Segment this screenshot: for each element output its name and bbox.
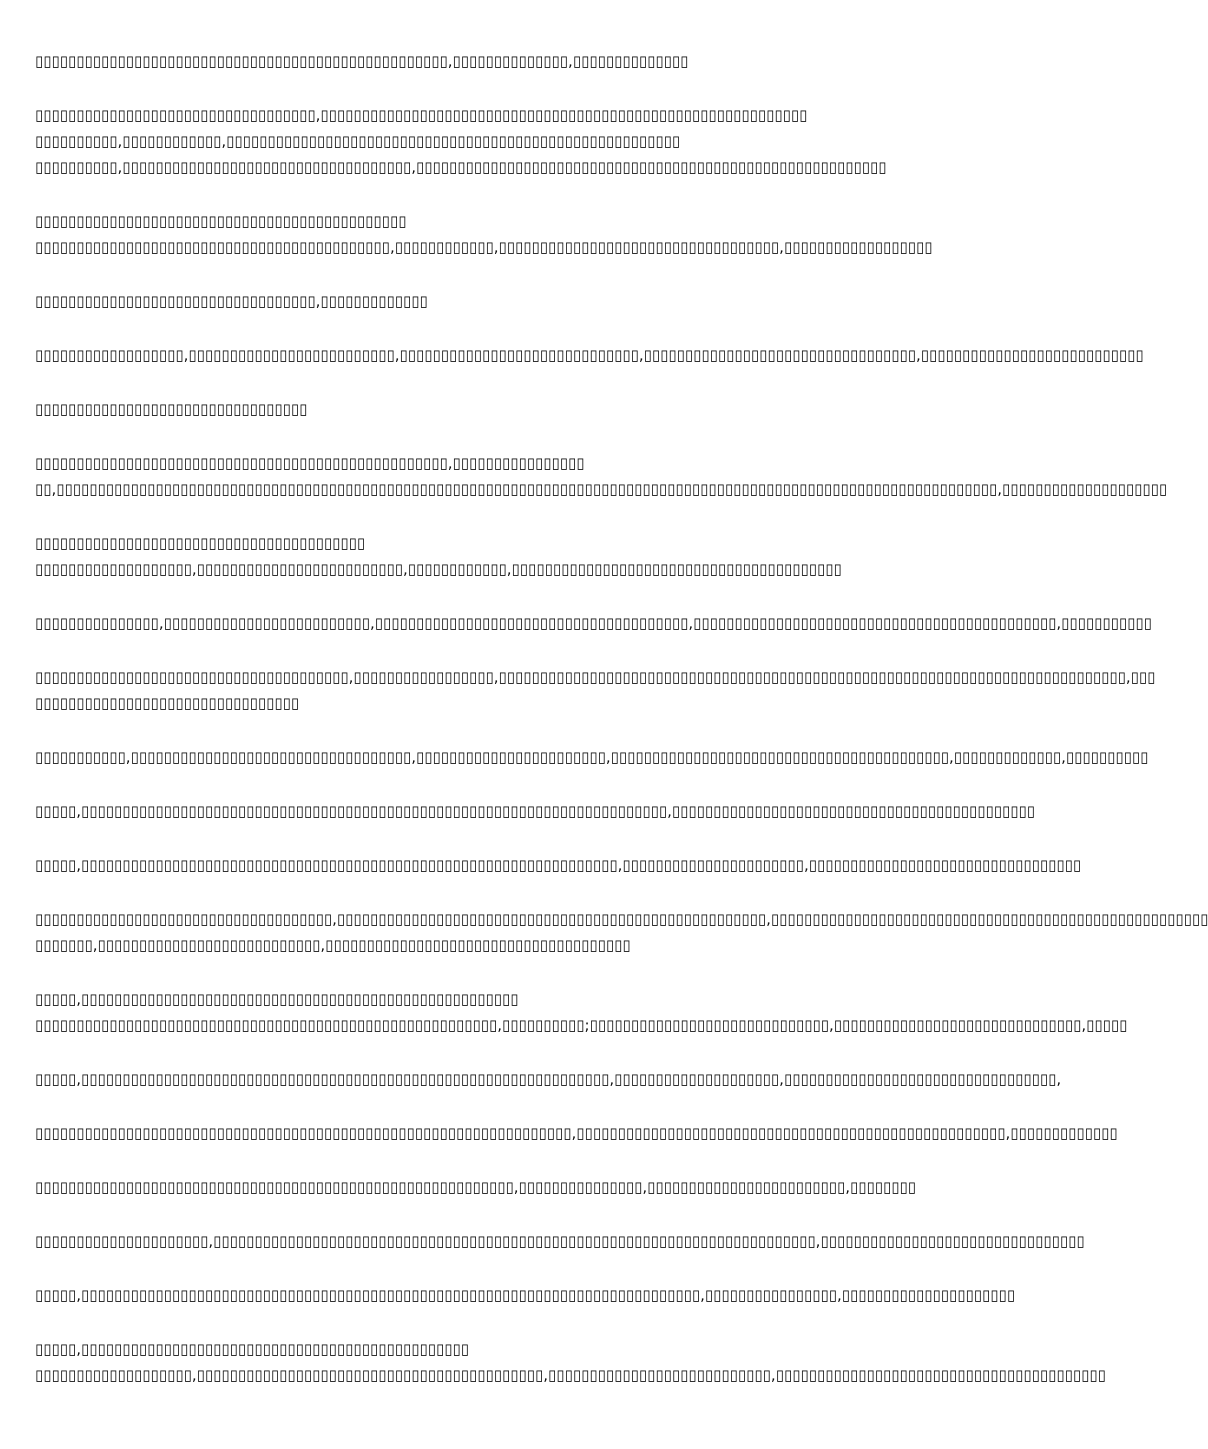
text-line: ▯▯▯▯▯▯▯▯▯▯▯▯▯▯▯▯▯▯▯▯▯▯▯▯▯▯▯▯▯▯▯▯▯▯▯▯,▯▯▯▯▯▯▯▯▯▯▯▯▯▯▯▯▯▯▯▯▯▯▯▯▯▯▯▯▯▯▯▯▯▯▯▯▯▯▯▯▯▯▯▯▯▯▯▯▯▯▯▯,▯▯▯▯▯▯▯▯▯▯▯▯▯▯▯▯▯▯▯▯▯▯▯▯▯▯▯▯▯▯▯▯▯▯▯▯▯▯▯▯▯▯▯▯▯▯▯▯▯▯▯▯▯	[35, 910, 1208, 928]
paragraph	[35, 1174, 990, 1200]
text-line: ▯▯▯▯▯▯▯▯▯▯▯▯▯▯▯▯▯▯,▯▯▯▯▯▯▯▯▯▯▯▯▯▯▯▯▯▯▯▯▯▯▯▯▯,▯▯▯▯▯▯▯▯▯▯▯▯▯▯▯▯▯▯▯▯▯▯▯▯▯▯▯▯▯,▯▯▯▯▯▯▯▯▯▯▯▯▯▯▯▯▯▯▯▯▯▯▯▯▯▯▯▯▯▯▯▯▯,▯▯▯▯▯▯▯▯▯▯▯▯▯▯▯▯▯▯▯▯▯▯▯▯▯▯▯	[35, 346, 1144, 364]
text-line: ▯▯▯▯▯▯▯▯▯▯,▯▯▯▯▯▯▯▯▯▯▯▯,▯▯▯▯▯▯▯▯▯▯▯▯▯▯▯▯▯▯▯▯▯▯▯▯▯▯▯▯▯▯▯▯▯▯▯▯▯▯▯▯▯▯▯▯▯▯▯▯▯▯▯▯▯▯▯	[35, 132, 681, 150]
paragraph	[35, 288, 990, 314]
text-line: ▯▯▯▯▯▯▯▯▯▯▯▯▯▯▯▯▯▯▯▯▯▯▯▯▯▯▯▯▯▯▯▯▯▯▯▯▯▯▯▯▯▯▯,▯▯▯▯▯▯▯▯▯▯▯▯,▯▯▯▯▯▯▯▯▯▯▯▯▯▯▯▯▯▯▯▯▯▯▯▯▯▯▯▯▯▯▯▯▯▯,▯▯▯▯▯▯▯▯▯▯▯▯▯▯▯▯▯▯	[35, 238, 933, 256]
text-line: ▯▯▯▯▯▯▯▯▯▯▯▯▯▯▯,▯▯▯▯▯▯▯▯▯▯▯▯▯▯▯▯▯▯▯▯▯▯▯▯▯,▯▯▯▯▯▯▯▯▯▯▯▯▯▯▯▯▯▯▯▯▯▯▯▯▯▯▯▯▯▯▯▯▯▯▯▯▯▯,▯▯▯▯▯▯▯▯▯▯▯▯▯▯▯▯▯▯▯▯▯▯▯▯▯▯▯▯▯▯▯▯▯▯▯▯▯▯▯▯▯▯▯▯,▯▯▯▯▯▯▯▯▯▯▯	[35, 614, 1152, 632]
text-line: ▯▯▯▯▯▯▯▯▯▯▯▯▯▯▯▯▯▯▯▯▯▯▯▯▯▯▯▯▯▯▯▯▯▯▯▯▯▯▯▯▯▯▯▯▯▯▯▯▯▯,▯▯▯▯▯▯▯▯▯▯▯▯▯▯▯▯	[35, 454, 585, 472]
text-line: ▯▯▯▯▯,▯▯▯▯▯▯▯▯▯▯▯▯▯▯▯▯▯▯▯▯▯▯▯▯▯▯▯▯▯▯▯▯▯▯▯▯▯▯▯▯▯▯▯▯▯▯▯▯▯▯▯▯▯▯▯▯▯▯▯▯▯▯▯▯▯,▯▯▯▯▯▯▯▯▯▯▯▯▯▯▯▯▯▯▯▯▯▯,▯▯▯▯▯▯▯▯▯▯▯▯▯▯▯▯▯▯▯▯▯▯▯▯▯▯▯▯▯▯▯▯▯	[35, 856, 1082, 874]
text-line: ▯▯▯▯▯▯▯▯▯▯▯▯▯▯▯▯▯▯▯▯▯▯▯▯▯▯▯▯▯▯▯▯▯▯▯▯▯▯▯▯▯▯▯▯▯▯▯▯▯▯▯▯▯▯▯▯▯▯,▯▯▯▯▯▯▯▯▯▯▯▯▯▯▯,▯▯▯▯▯▯▯▯▯▯▯▯▯▯▯▯▯▯▯▯▯▯▯▯,▯▯▯▯▯▯▯▯	[35, 1178, 917, 1196]
paragraph	[35, 986, 1128, 1038]
paragraph	[35, 1228, 1085, 1254]
paragraph	[35, 102, 990, 180]
paragraph	[35, 852, 1082, 878]
paragraph	[35, 1282, 1016, 1308]
text-line: ▯▯▯▯▯▯▯▯▯▯,▯▯▯▯▯▯▯▯▯▯▯▯▯▯▯▯▯▯▯▯▯▯▯▯▯▯▯▯▯▯▯▯▯▯▯,▯▯▯▯▯▯▯▯▯▯▯▯▯▯▯▯▯▯▯▯▯▯▯▯▯▯▯▯▯▯▯▯▯▯▯▯▯▯▯▯▯▯▯▯▯▯▯▯▯▯▯▯▯▯▯▯▯	[35, 158, 887, 176]
text-line: ▯▯▯▯▯▯▯▯▯▯▯▯▯▯▯▯▯▯▯,▯▯▯▯▯▯▯▯▯▯▯▯▯▯▯▯▯▯▯▯▯▯▯▯▯▯▯▯▯▯▯▯▯▯▯▯▯▯▯▯▯▯,▯▯▯▯▯▯▯▯▯▯▯▯▯▯▯▯▯▯▯▯▯▯▯▯▯▯▯,▯▯▯▯▯▯▯▯▯▯▯▯▯▯▯▯▯▯▯▯▯▯▯▯▯▯▯▯▯▯▯▯▯▯▯▯▯▯▯▯	[35, 1366, 1106, 1384]
text-line: ▯▯▯▯▯,▯▯▯▯▯▯▯▯▯▯▯▯▯▯▯▯▯▯▯▯▯▯▯▯▯▯▯▯▯▯▯▯▯▯▯▯▯▯▯▯▯▯▯▯▯▯▯▯▯▯▯▯▯▯▯▯▯▯▯▯▯▯▯▯,▯▯▯▯▯▯▯▯▯▯▯▯▯▯▯▯▯▯▯▯,▯▯▯▯▯▯▯▯▯▯▯▯▯▯▯▯▯▯▯▯▯▯▯▯▯▯▯▯▯▯▯▯▯,	[35, 1070, 1062, 1088]
paragraph	[35, 744, 1149, 770]
text-line: ▯▯▯▯▯▯▯▯▯▯▯▯▯▯▯▯▯▯▯▯▯▯▯▯▯▯▯▯▯▯▯▯▯▯▯▯▯▯▯▯▯▯▯▯▯▯▯▯▯▯▯▯▯▯▯▯,▯▯▯▯▯▯▯▯▯▯;▯▯▯▯▯▯▯▯▯▯▯▯▯▯▯▯▯▯▯▯▯▯▯▯▯▯▯▯▯,▯▯▯▯▯▯▯▯▯▯▯▯▯▯▯▯▯▯▯▯▯▯▯▯▯▯▯▯▯▯,▯▯▯▯▯	[35, 1016, 1128, 1034]
paragraph	[35, 48, 990, 74]
paragraph	[35, 798, 1036, 824]
paragraph	[35, 396, 990, 422]
text-line: ▯▯▯▯▯▯▯▯▯▯▯▯▯▯▯▯▯▯▯▯▯▯▯▯▯▯▯▯▯▯▯▯▯	[35, 400, 308, 418]
paragraph	[35, 1336, 1106, 1388]
paragraph	[35, 610, 1152, 636]
text-line: ▯▯▯▯▯,▯▯▯▯▯▯▯▯▯▯▯▯▯▯▯▯▯▯▯▯▯▯▯▯▯▯▯▯▯▯▯▯▯▯▯▯▯▯▯▯▯▯▯▯▯▯▯▯▯▯▯▯▯▯▯▯▯▯▯▯▯▯▯▯▯▯▯▯▯▯▯,▯▯▯▯▯▯▯▯▯▯▯▯▯▯▯▯▯▯▯▯▯▯▯▯▯▯▯▯▯▯▯▯▯▯▯▯▯▯▯▯▯▯▯▯	[35, 802, 1036, 820]
paragraph	[35, 1066, 1062, 1092]
text-line: ▯▯▯▯▯▯▯▯▯▯▯▯▯▯▯▯▯▯▯▯▯▯▯▯▯▯▯▯▯▯▯▯▯▯▯▯▯▯▯▯▯▯▯▯▯	[35, 212, 407, 230]
text-line: ▯▯▯▯▯▯▯,▯▯▯▯▯▯▯▯▯▯▯▯▯▯▯▯▯▯▯▯▯▯▯▯▯▯▯,▯▯▯▯▯▯▯▯▯▯▯▯▯▯▯▯▯▯▯▯▯▯▯▯▯▯▯▯▯▯▯▯▯▯▯▯▯	[35, 936, 631, 954]
text-line: ▯▯▯▯▯▯▯▯▯▯▯▯▯▯▯▯▯▯▯▯▯▯▯▯▯▯▯▯▯▯▯▯▯▯,▯▯▯▯▯▯▯▯▯▯▯▯▯▯▯▯▯▯▯▯▯▯▯▯▯▯▯▯▯▯▯▯▯▯▯▯▯▯▯▯▯▯▯▯▯▯▯▯▯▯▯▯▯▯▯▯▯▯▯	[35, 106, 808, 124]
paragraph	[35, 342, 1144, 368]
text-line: ▯▯▯▯▯▯▯▯▯▯▯▯▯▯▯▯▯▯▯▯▯,▯▯▯▯▯▯▯▯▯▯▯▯▯▯▯▯▯▯▯▯▯▯▯▯▯▯▯▯▯▯▯▯▯▯▯▯▯▯▯▯▯▯▯▯▯▯▯▯▯▯▯▯▯▯▯▯▯▯▯▯▯▯▯▯▯▯▯▯▯▯▯▯▯,▯▯▯▯▯▯▯▯▯▯▯▯▯▯▯▯▯▯▯▯▯▯▯▯▯▯▯▯▯▯▯▯	[35, 1232, 1085, 1250]
text-line: ▯▯▯▯▯▯▯▯▯▯▯▯▯▯▯▯▯▯▯▯▯▯▯▯▯▯▯▯▯▯▯▯▯▯,▯▯▯▯▯▯▯▯▯▯▯▯▯	[35, 292, 428, 310]
paragraph	[35, 906, 1208, 958]
text-line: ▯▯▯▯▯▯▯▯▯▯▯▯▯▯▯▯▯▯▯▯▯▯▯▯▯▯▯▯▯▯▯▯▯▯▯▯▯▯▯▯	[35, 534, 366, 552]
text-line: ▯▯▯▯▯▯▯▯▯▯▯▯▯▯▯▯▯▯▯,▯▯▯▯▯▯▯▯▯▯▯▯▯▯▯▯▯▯▯▯▯▯▯▯▯,▯▯▯▯▯▯▯▯▯▯▯▯,▯▯▯▯▯▯▯▯▯▯▯▯▯▯▯▯▯▯▯▯▯▯▯▯▯▯▯▯▯▯▯▯▯▯▯▯▯▯▯▯	[35, 560, 842, 578]
text-line: ▯▯▯▯▯▯▯▯▯▯▯▯▯▯▯▯▯▯▯▯▯▯▯▯▯▯▯▯▯▯▯▯▯▯▯▯▯▯▯▯▯▯▯▯▯▯▯▯▯▯▯▯▯▯▯▯▯▯▯▯▯▯▯▯▯,▯▯▯▯▯▯▯▯▯▯▯▯▯▯▯▯▯▯▯▯▯▯▯▯▯▯▯▯▯▯▯▯▯▯▯▯▯▯▯▯▯▯▯▯▯▯▯▯▯▯▯▯,▯▯▯▯▯▯▯▯▯▯▯▯▯	[35, 1124, 1118, 1142]
text-line: ▯▯▯▯▯,▯▯▯▯▯▯▯▯▯▯▯▯▯▯▯▯▯▯▯▯▯▯▯▯▯▯▯▯▯▯▯▯▯▯▯▯▯▯▯▯▯▯▯▯▯▯▯▯▯▯▯▯▯	[35, 990, 519, 1008]
text-line: ▯▯▯▯▯,▯▯▯▯▯▯▯▯▯▯▯▯▯▯▯▯▯▯▯▯▯▯▯▯▯▯▯▯▯▯▯▯▯▯▯▯▯▯▯▯▯▯▯▯▯▯▯▯▯▯▯▯▯▯▯▯▯▯▯▯▯▯▯▯▯▯▯▯▯▯▯▯▯▯▯,▯▯▯▯▯▯▯▯▯▯▯▯▯▯▯▯,▯▯▯▯▯▯▯▯▯▯▯▯▯▯▯▯▯▯▯▯▯	[35, 1286, 1016, 1304]
text-line: ▯▯,▯▯▯▯▯▯▯▯▯▯▯▯▯▯▯▯▯▯▯▯▯▯▯▯▯▯▯▯▯▯▯▯▯▯▯▯▯▯▯▯▯▯▯▯▯▯▯▯▯▯▯▯▯▯▯▯▯▯▯▯▯▯▯▯▯▯▯▯▯▯▯▯▯▯▯▯▯▯▯▯▯▯▯▯▯▯▯▯▯▯▯▯▯▯▯▯▯▯▯▯▯▯▯▯▯▯▯▯▯▯▯▯▯▯,▯▯▯▯▯▯▯▯▯▯▯▯▯▯▯▯▯▯▯▯	[35, 480, 1168, 498]
paragraph	[35, 530, 990, 582]
document-body	[35, 48, 1208, 1416]
text-line: ▯▯▯▯▯▯▯▯▯▯▯,▯▯▯▯▯▯▯▯▯▯▯▯▯▯▯▯▯▯▯▯▯▯▯▯▯▯▯▯▯▯▯▯▯▯,▯▯▯▯▯▯▯▯▯▯▯▯▯▯▯▯▯▯▯▯▯▯▯,▯▯▯▯▯▯▯▯▯▯▯▯▯▯▯▯▯▯▯▯▯▯▯▯▯▯▯▯▯▯▯▯▯▯▯▯▯▯▯▯▯,▯▯▯▯▯▯▯▯▯▯▯▯▯,▯▯▯▯▯▯▯▯▯▯	[35, 748, 1149, 766]
paragraph	[35, 450, 1168, 502]
text-line: ▯▯▯▯▯▯▯▯▯▯▯▯▯▯▯▯▯▯▯▯▯▯▯▯▯▯▯▯▯▯▯▯▯▯▯▯▯▯,▯▯▯▯▯▯▯▯▯▯▯▯▯▯▯▯▯,▯▯▯▯▯▯▯▯▯▯▯▯▯▯▯▯▯▯▯▯▯▯▯▯▯▯▯▯▯▯▯▯▯▯▯▯▯▯▯▯▯▯▯▯▯▯▯▯▯▯▯▯▯▯▯▯▯▯▯▯▯▯▯▯▯▯▯▯▯▯▯▯▯▯▯▯,▯▯▯	[35, 668, 1156, 686]
text-line: ▯▯▯▯▯,▯▯▯▯▯▯▯▯▯▯▯▯▯▯▯▯▯▯▯▯▯▯▯▯▯▯▯▯▯▯▯▯▯▯▯▯▯▯▯▯▯▯▯▯▯▯▯	[35, 1340, 469, 1358]
paragraph	[35, 1120, 1118, 1146]
paragraph	[35, 664, 1156, 716]
paragraph	[35, 208, 990, 260]
text-line: ▯▯▯▯▯▯▯▯▯▯▯▯▯▯▯▯▯▯▯▯▯▯▯▯▯▯▯▯▯▯▯▯	[35, 694, 300, 712]
text-line: ▯▯▯▯▯▯▯▯▯▯▯▯▯▯▯▯▯▯▯▯▯▯▯▯▯▯▯▯▯▯▯▯▯▯▯▯▯▯▯▯▯▯▯▯▯▯▯▯▯▯,▯▯▯▯▯▯▯▯▯▯▯▯▯▯,▯▯▯▯▯▯▯▯▯▯▯▯▯▯	[35, 52, 689, 70]
